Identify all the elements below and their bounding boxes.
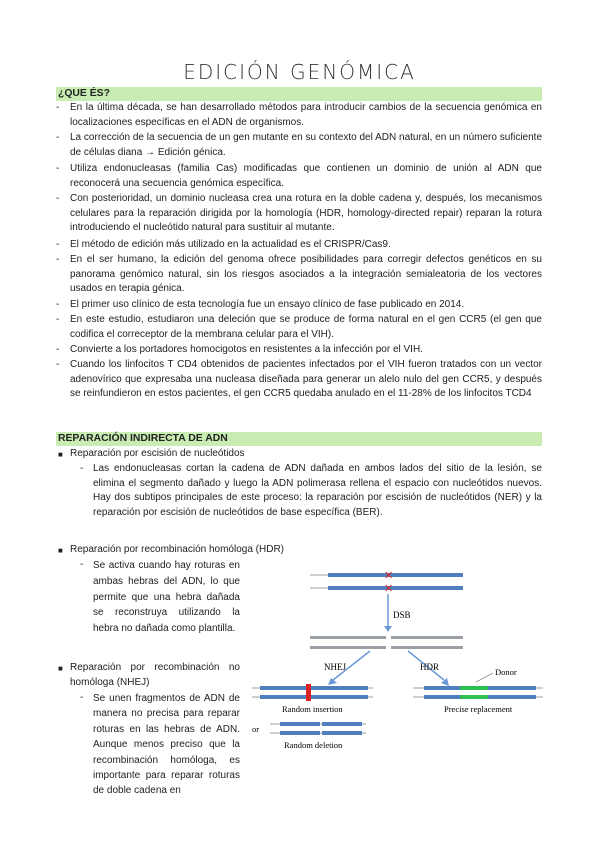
label-random-insertion: Random insertion: [282, 704, 343, 714]
list-item: - Utiliza endonucleasas (familia Cas) modificadas que contienen un dominio de unión al ADN que reconocerá una secuencia genómica específica.: [56, 163, 542, 189]
dna-random-deletion: [270, 722, 366, 735]
dna-repair-diagram: [248, 566, 548, 756]
list-item: - Cuando los linfocitos T CD4 obtenidos de pacientes infectados por el VIH fueron tratados con un vector adenovírico que expresaba una nucleasa diseñada para generar un alelo nulo del gen CCR5, y después se reinfundieron en estos pacientes, el gen CCR5 quedaba anulado en el 11-28% de los linfocitos TCD4: [56, 359, 542, 400]
bullet-square-icon: ■: [58, 450, 63, 459]
label-nhej: NHEJ: [324, 662, 346, 672]
label-random-deletion: Random deletion: [284, 740, 343, 750]
list-item: - En el ser humano, la edición del genoma ofrece posibilidades para corregir defectos genéticos en su panorama genómico natural, sin los riesgos asociados a la integración semialeatoria de los vectores usados en terapia génica.: [56, 254, 542, 295]
list-item-label: Reparación por recombinación homóloga (HDR): [70, 544, 284, 555]
dna-precise-replacement: [413, 686, 543, 699]
label-dsb: DSB: [393, 610, 411, 620]
bullet-square-icon: ■: [58, 664, 63, 673]
list-item-sub: Se activa cuando hay roturas en ambas hebras del ADN, lo que permite que una hebra dañada se reconstruya utilizando la hebra no dañada como plantilla.: [93, 560, 240, 635]
dna-double-strand: [310, 570, 463, 595]
list-item-sub: Las endonucleasas cortan la cadena de ADN dañada en ambos lados del sitio de la lesión, se elimina el segmento dañado y luego la ADN polimerasa rellena el espacio con nucleótidos nuevos. Hay dos subtipos principales de este proceso: la reparación por escisión de nucleótidos (NER) y la reparación por escisión de nucleótidos de base específica (BER).: [93, 463, 542, 518]
list-item: - En este estudio, estudiaron una deleción que se produce de forma natural en el gen CCR5 (el gen que codifica el correceptor de la membrana celular para el VIH).: [56, 314, 542, 340]
list-item: - El primer uso clínico de esta tecnología fue un ensayo clínico de fase publicado en 2014.: [56, 299, 465, 310]
label-hdr: HDR: [420, 662, 440, 672]
dna-random-insertion: [252, 684, 373, 701]
dash-icon: -: [80, 463, 84, 474]
section-heading-reparacion: REPARACIÓN INDIRECTA DE ADN: [56, 432, 542, 446]
list-item: - Con posterioridad, un dominio nucleasa crea una rotura en la doble cadena y, después, los mecanismos celulares para la reparación dirigida por la homología (HDR, homology-directed repair) reparan la rotura introduciendo el nucleótido natural para sustituir al mutante.: [56, 193, 542, 234]
list-item-sub: Se unen fragmentos de ADN de manera no precisa para reparar roturas en las hebras de ADN. Aunque menos preciso que la recombinación homóloga, es importante para reparar roturas de doble cadena en: [93, 693, 240, 797]
list-item-label: Reparación por recombinación no homóloga (NHEJ): [70, 662, 240, 688]
page-title: EDICIÓN GENÓMICA: [183, 60, 416, 84]
label-donor: Donor: [495, 667, 517, 677]
dna-broken: [310, 636, 463, 649]
list-item: - Convierte a los portadores homocigotos en resistentes a la infección por el VIH.: [56, 344, 423, 355]
list-item: - La corrección de la secuencia de un gen mutante en su contexto del ADN natural, en un número suficiente de células diana → Edición génica.: [56, 132, 542, 158]
label-precise-replacement: Precise replacement: [444, 704, 513, 714]
cut-mark-icon: ✕: [384, 583, 394, 595]
dash-icon: -: [80, 559, 84, 570]
label-or: or: [252, 724, 260, 734]
list-item: - El método de edición más utilizado en la actualidad es el CRISPR/Cas9.: [56, 239, 391, 250]
cut-mark-icon: ✕: [384, 570, 394, 582]
dash-icon: -: [80, 692, 84, 703]
list-item: - En la última década, se han desarrollado métodos para introducir cambios de la secuencia genómica en localizaciones específicas en el ADN de organismos.: [56, 102, 542, 128]
list-item-label: Reparación por escisión de nucleótidos: [70, 448, 245, 459]
bullet-square-icon: ■: [58, 546, 63, 555]
section-heading-que-es: ¿QUE ÉS?: [56, 87, 542, 101]
